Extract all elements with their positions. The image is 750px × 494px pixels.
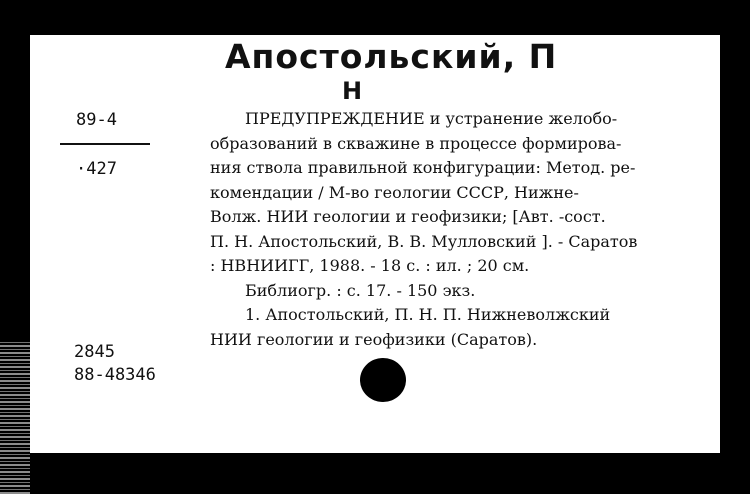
call-number-bottom: ·427 xyxy=(76,159,117,179)
call-number-top: 89-4 xyxy=(76,110,117,130)
call-number-rule xyxy=(60,143,150,145)
entry-line: : НВНИИГГ, 1988. - 18 с. : ил. ; 20 см. xyxy=(210,256,530,275)
handwritten-initial: Н xyxy=(342,77,363,105)
entry-line: П. Н. Апостольский, В. В. Мулловский ]. - Саратов xyxy=(210,231,638,251)
entry-line: 1. Апостольский, П. Н. П. Нижневолжский xyxy=(245,305,611,324)
registration-number: 88-48346 xyxy=(74,365,156,385)
handwritten-author: Апостольский, П xyxy=(225,37,558,76)
entry-line: НИИ геологии и геофизики (Саратов). xyxy=(210,329,538,349)
catalog-card xyxy=(30,35,720,453)
entry-line: Волж. НИИ геологии и геофизики; [Авт. -сост. xyxy=(210,207,606,226)
entry-line: комендации / М-во геологии СССР, Нижне- xyxy=(210,182,579,202)
entry-line: ПРЕДУПРЕЖДЕНИЕ и устранение желобо- xyxy=(245,109,618,128)
inventory-number: 2845 xyxy=(74,342,115,362)
entry-line: образований в скважине в процессе формирова- xyxy=(210,133,622,153)
scan-edge-noise xyxy=(0,340,30,494)
entry-line: Библиогр. : с. 17. - 150 экз. xyxy=(245,280,476,300)
ink-blot xyxy=(360,358,406,402)
bibliographic-entry xyxy=(210,107,710,352)
entry-line: ния ствола правильной конфигурации: Метод. ре- xyxy=(210,158,636,177)
